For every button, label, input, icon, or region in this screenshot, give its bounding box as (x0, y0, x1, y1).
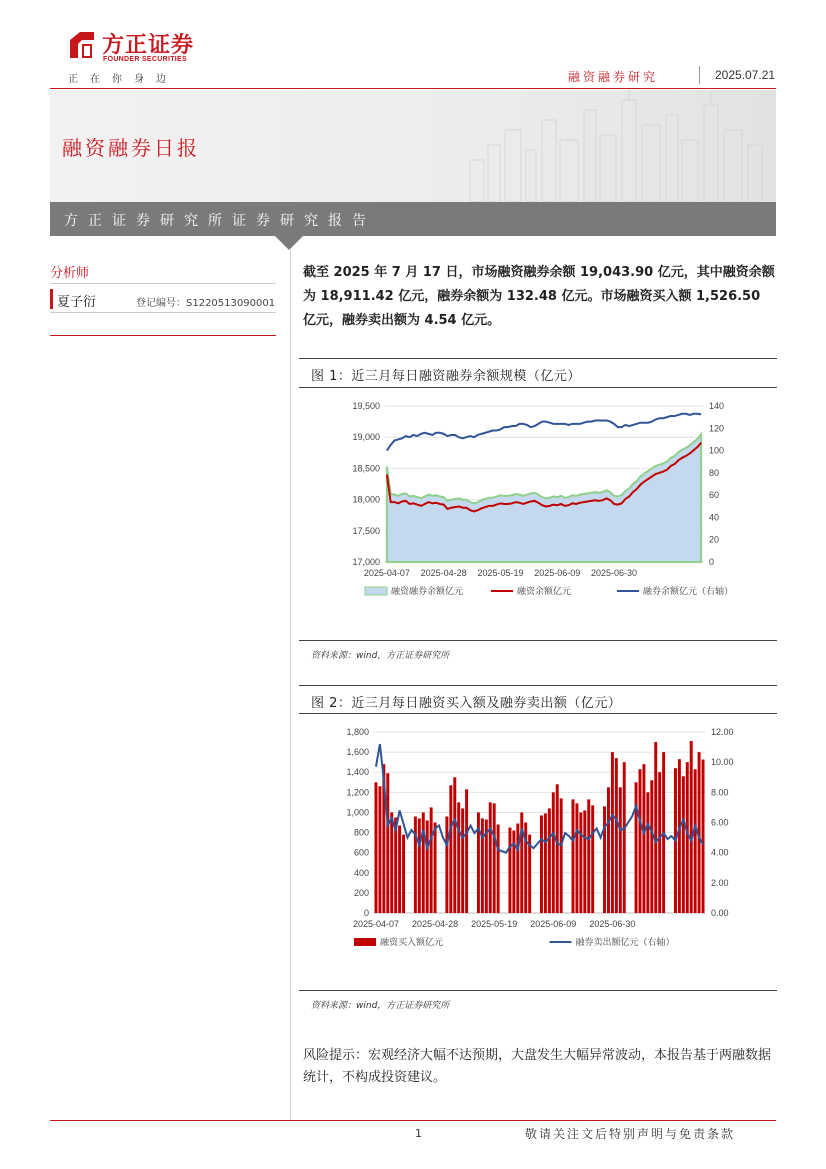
figure2-source: 资料来源：wind，方正证券研究所 (311, 1001, 450, 1011)
y2-tick-label: 4.00 (711, 847, 729, 858)
legend-swatch (354, 938, 376, 946)
y-tick-label: 800 (353, 827, 369, 838)
legend-swatch (365, 587, 387, 595)
line-series-2 (387, 414, 701, 451)
legend-label: 融券余额亿元（右轴） (643, 586, 734, 596)
x-tick-label: 2025-06-09 (534, 568, 581, 578)
x-tick-label: 2025-05-19 (477, 568, 524, 578)
bar (646, 792, 649, 913)
bar (540, 815, 543, 913)
analyst-heading: 分析师 (50, 266, 90, 281)
bar (639, 769, 642, 913)
y-tick-label: 200 (353, 887, 369, 898)
figure-rule (299, 713, 777, 714)
y-tick-label: 18,500 (352, 463, 380, 474)
y-tick-label: 17,500 (352, 525, 380, 536)
line-series-1 (376, 744, 703, 853)
x-tick-label: 2025-04-07 (363, 568, 410, 578)
y-tick-label: 600 (353, 847, 369, 858)
bar (650, 780, 653, 913)
bar (702, 760, 705, 913)
bar (497, 825, 500, 913)
bar (489, 802, 492, 913)
bar (544, 813, 547, 913)
report-type: 融资融券研究 (568, 70, 659, 84)
daily-trading-chart (300, 718, 776, 966)
bar (418, 818, 421, 913)
bar (678, 759, 681, 913)
y2-tick-label: 8.00 (711, 787, 729, 798)
bar (481, 818, 484, 913)
bar (386, 773, 389, 913)
brand-name-cn: 方正证券 (102, 33, 195, 58)
bar (611, 752, 614, 913)
y-tick-label: 19,000 (352, 432, 380, 443)
bar (607, 787, 610, 913)
figure-rule (299, 387, 777, 388)
bar (465, 789, 468, 913)
x-tick-label: 2025-05-19 (471, 919, 518, 929)
bar (658, 772, 661, 913)
figure-rule (299, 640, 777, 641)
y2-tick-label: 0 (709, 557, 715, 567)
bar (548, 808, 551, 913)
x-tick-label: 2025-04-28 (420, 568, 467, 578)
report-title: 融资融券日报 (62, 136, 200, 160)
bar (508, 828, 511, 913)
margin-balance-chart (300, 392, 776, 606)
y-tick-label: 0 (363, 908, 369, 918)
x-tick-label: 2025-06-09 (530, 919, 577, 929)
bar (398, 826, 401, 913)
bar (682, 776, 685, 913)
bar (457, 802, 460, 913)
y2-tick-label: 20 (709, 534, 720, 545)
bar (603, 806, 606, 913)
bar (654, 742, 657, 913)
y2-tick-label: 12.00 (711, 727, 734, 737)
bar (516, 824, 519, 913)
divider (50, 312, 276, 313)
bar (587, 799, 590, 913)
y2-tick-label: 40 (709, 512, 720, 523)
y-tick-label: 1,400 (346, 767, 369, 778)
page-number: 1 (415, 1127, 422, 1140)
figure-rule (299, 358, 777, 359)
bar (493, 803, 496, 913)
brand-slogan: 正在你身边 (68, 74, 178, 85)
y2-tick-label: 140 (709, 401, 725, 411)
y-tick-label: 17,000 (352, 557, 380, 567)
y-tick-label: 1,200 (346, 787, 369, 798)
analyst-registration: 登记编号：S1220513090001 (136, 298, 276, 309)
y-tick-label: 19,500 (352, 401, 380, 411)
bar (575, 803, 578, 913)
figure-rule (299, 990, 777, 991)
bar (390, 812, 393, 913)
y-tick-label: 400 (353, 867, 369, 878)
founder-logo-icon (68, 30, 96, 60)
figure-rule (299, 685, 777, 686)
bar (414, 816, 417, 913)
summary-text: 截至 2025 年 7 月 17 日，市场融资融券余额 19,043.90 亿元，其中融资余额为 18,911.42 亿元，融券余额为 132.48 亿元。市场融资买入额 1,526.50 亿元，融券卖出额为 4.54 亿元。 (303, 265, 775, 328)
bar (453, 777, 456, 913)
bar (430, 807, 433, 913)
bar (690, 741, 693, 913)
bar (445, 816, 448, 913)
bar (694, 769, 697, 913)
y2-tick-label: 120 (709, 423, 725, 434)
y-tick-label: 1,600 (346, 747, 369, 758)
bar (556, 784, 559, 913)
bar (560, 798, 563, 913)
figure1-title: 图 1：近三月每日融资融券余额规模（亿元） (311, 369, 581, 384)
figure1-source: 资料来源：wind，方正证券研究所 (311, 651, 450, 661)
bar (520, 812, 523, 913)
bar (635, 782, 638, 913)
bar (615, 758, 618, 913)
analyst-name: 夏子衍 (57, 295, 97, 310)
footer-disclaimer: 敬请关注文后特别声明与免责条款 (525, 1127, 736, 1141)
bar (378, 786, 381, 913)
risk-warning: 风险提示：宏观经济大幅不达预期，大盘发生大幅异常波动，本报告基于两融数据统计，不构成投资建议。 (303, 1048, 772, 1085)
brand-name-en: FOUNDER SECURITIES (103, 56, 187, 63)
area-series-0 (387, 434, 701, 562)
y2-tick-label: 6.00 (711, 817, 729, 828)
legend-label: 融资融券余额亿元 (391, 586, 464, 596)
y2-tick-label: 60 (709, 490, 720, 501)
city-skyline-icon (460, 90, 776, 202)
y2-tick-label: 0.00 (711, 908, 729, 918)
header-rule (50, 88, 776, 89)
subtitle-bar-notch (275, 236, 303, 250)
y2-tick-label: 2.00 (711, 877, 729, 888)
analyst-accent-bar (50, 289, 53, 309)
y-tick-label: 18,000 (352, 494, 380, 505)
bar (461, 808, 464, 913)
legend-label: 融资余额亿元 (517, 586, 572, 596)
y2-tick-label: 100 (709, 445, 725, 456)
header-separator (699, 66, 700, 84)
y2-tick-label: 80 (709, 467, 720, 478)
y-tick-label: 1,800 (346, 727, 369, 737)
bar (623, 762, 626, 913)
x-tick-label: 2025-06-30 (589, 919, 636, 929)
bar (422, 812, 425, 913)
x-tick-label: 2025-06-30 (591, 568, 638, 578)
bar (572, 799, 575, 913)
divider (50, 335, 276, 336)
report-subtitle: 方正证券研究所证券研究报告 (64, 213, 376, 229)
x-tick-label: 2025-04-28 (412, 919, 459, 929)
divider (50, 283, 276, 284)
y2-tick-label: 10.00 (711, 757, 734, 768)
legend-label: 融券卖出额亿元（右轴） (575, 937, 675, 947)
bar (552, 792, 555, 913)
bar (583, 810, 586, 913)
bar (619, 787, 622, 913)
x-tick-label: 2025-04-07 (352, 919, 399, 929)
bar (449, 785, 452, 913)
report-date: 2025.07.21 (715, 68, 776, 82)
bar (686, 762, 689, 913)
legend-label: 融资买入额亿元 (380, 937, 444, 947)
column-divider (290, 250, 291, 1120)
bar (426, 820, 429, 913)
bar (402, 835, 405, 913)
y-tick-label: 1,000 (346, 807, 369, 818)
figure2-title: 图 2：近三月每日融资买入额及融券卖出额（亿元） (311, 696, 622, 711)
bar (434, 823, 437, 914)
bar (642, 764, 645, 913)
bar (591, 805, 594, 913)
bar (374, 782, 377, 913)
bar (579, 812, 582, 913)
footer-rule (50, 1120, 776, 1121)
